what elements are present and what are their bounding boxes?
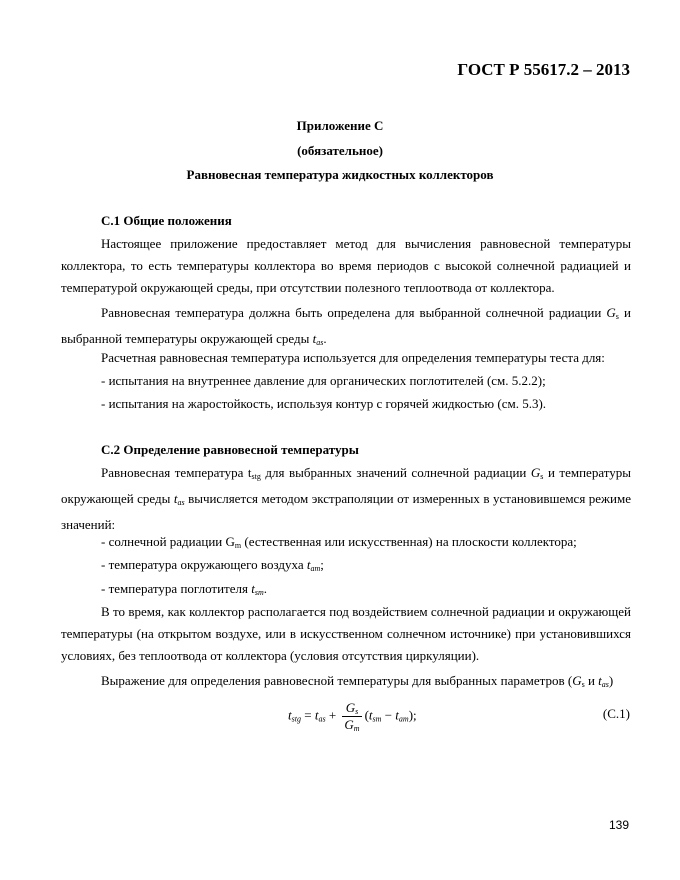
document-header: ГОСТ Р 55617.2 – 2013 (457, 60, 630, 79)
section-2-list-item-2: - температура окружающего воздуха $t_{am}$; (101, 557, 324, 573)
section-1-paragraph-1: Настоящее приложение предоставляет метод для вычисления равновесной температуры коллектора, то есть температуры коллектора во время периодов с высокой солнечной радиацией и температурой окружающей среды, при отсутствии полезного теплоотвода от коллектора. (61, 236, 631, 295)
section-1-list-item-1: - испытания на внутреннее давление для органических поглотителей (см. 5.2.2); (101, 373, 546, 388)
page-number: 139 (608, 818, 629, 832)
section-2-title: С.2 Определение равновесной температуры (101, 442, 359, 457)
section-2-paragraph-2: В то время, как коллектор располагается под воздействием солнечной радиации и окружающей температуры (на открытом воздухе, или в искусственном солнечном источнике) при установившихся условиях, без теплоотвода от коллектора (условия отсутствия циркуляции). (61, 604, 631, 663)
section-1-list-item-2: - испытания на жаростойкость, используя контур с горячей жидкостью (см. 5.3). (101, 396, 547, 411)
annex-name: Равновесная температура жидкостных коллекторов (186, 167, 494, 182)
section-1-paragraph-3: Расчетная равновесная температура используется для определения температуры теста для: (101, 350, 605, 365)
section-1-paragraph-2: Равновесная температура должна быть определена для выбранной солнечной радиации $G_s$ и выбранной температуры окружающей среды $t_{as}$. (61, 305, 631, 347)
section-2-paragraph-3: Выражение для определения равновесной температуры для выбранных параметров ($G_s$ и $t_{as}$) (101, 673, 614, 689)
equilibrium-temperature-formula: $t_{stg} = t_{as}$ + $\frac{G_s}{G_m}$ $(t_{sm} - t_{am})$; (288, 700, 417, 733)
section-2-paragraph-1: Равновесная температура $t_{stg}$ для выбранных значений солнечной радиации $G_s$ и температуры окружающей среды $t_{as}$ вычисляется методом экстраполяции от измеренных в установившемся режиме значений: (61, 465, 631, 532)
annex-title: Приложение С (296, 118, 384, 133)
section-1-title: С.1 Общие положения (101, 213, 232, 228)
formula-number: (С.1) (602, 706, 630, 721)
section-2-list-item-3: - температура поглотителя $t_{sm}$. (101, 581, 267, 597)
annex-status: (обязательное) (297, 143, 383, 158)
formula-fraction: $\frac{G_s}{G_m}$ (344, 700, 360, 733)
section-2-list-item-1: - солнечной радиации $G_m$ (естественная или искусственная) на плоскости коллектора; (101, 534, 577, 550)
